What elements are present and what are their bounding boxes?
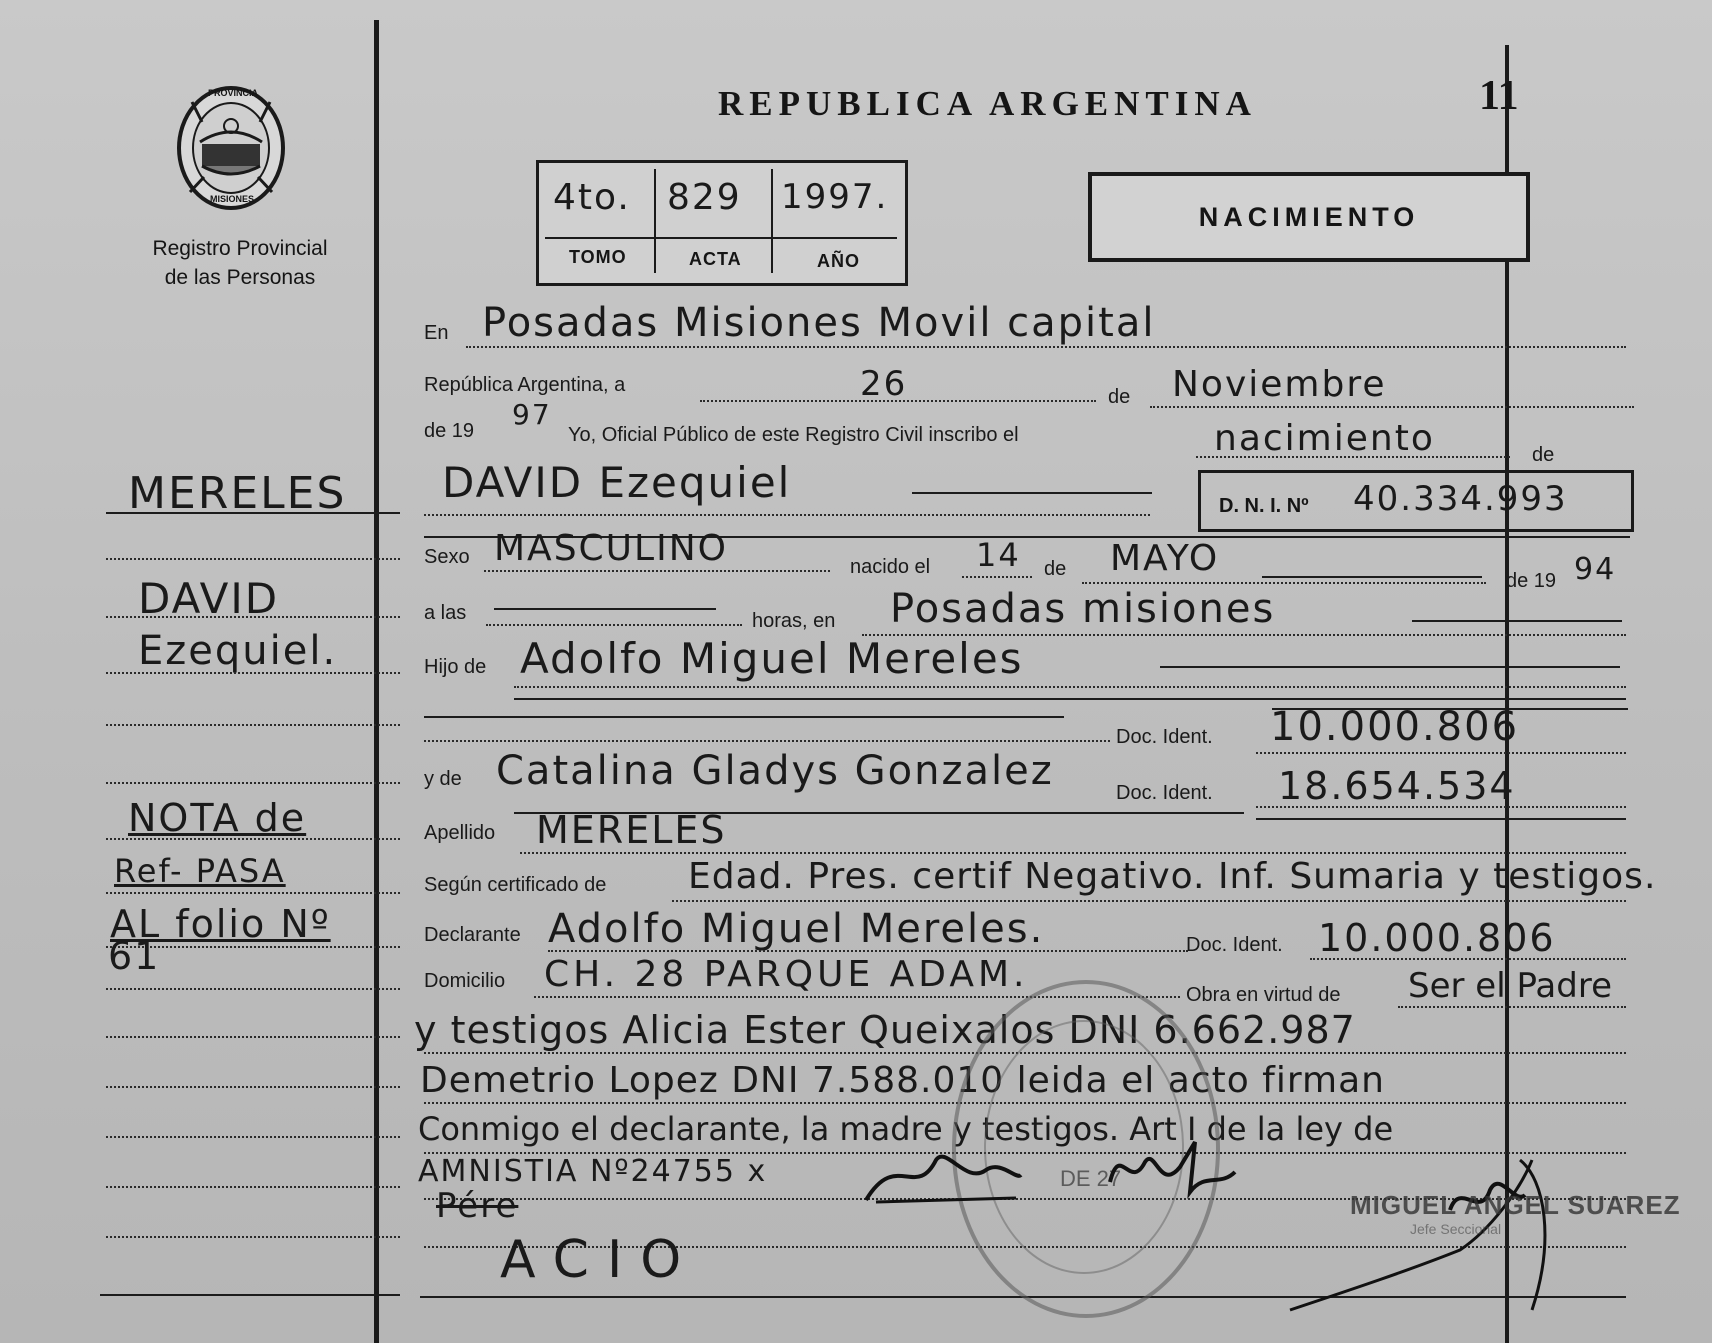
father-doc: 10.000.806 <box>1270 704 1520 750</box>
margin-bottom-rule <box>100 1294 400 1296</box>
margin-given-2: Ezequiel. <box>138 628 338 674</box>
registry-line-1: Registro Provincial <box>152 237 328 260</box>
father-doc-rule <box>1272 708 1628 710</box>
birth-de-label: de <box>1044 558 1067 580</box>
mother-name: Catalina Gladys Gonzalez <box>496 748 1054 794</box>
declarante-doc: 10.000.806 <box>1318 916 1556 960</box>
row8-dots <box>424 740 1110 742</box>
birth-year: 94 <box>1574 552 1617 587</box>
record-type-label: NACIMIENTO <box>1198 201 1420 232</box>
segun-dots <box>672 900 1626 902</box>
en-value: Posadas Misiones Movil capital <box>482 300 1156 346</box>
acta-label: ACTA <box>689 249 742 269</box>
birth-month-rule <box>1262 576 1482 578</box>
margin-dots-2 <box>106 616 400 618</box>
margin-dots-6 <box>106 838 400 840</box>
rep-de-label: de <box>1108 386 1131 408</box>
margin-dots-1 <box>106 558 400 560</box>
mother-doc-rule <box>1256 818 1626 820</box>
margin-dots-12 <box>106 1136 400 1138</box>
apellido-value: MERELES <box>536 808 727 852</box>
free-line-1: y testigos Alicia Ester Queixalos DNI 6.662.987 <box>414 1008 1356 1052</box>
hijo-label: Hijo de <box>424 656 487 678</box>
margin-dots-14 <box>106 1236 400 1238</box>
row8-rule <box>424 716 1064 718</box>
margin-dots-9 <box>106 988 400 990</box>
alas-label: a las <box>424 602 467 624</box>
rep-day: 26 <box>860 364 908 404</box>
tomo-label: TOMO <box>569 247 627 267</box>
box-divider-1 <box>654 169 656 273</box>
round-stamp-text: DE 27 <box>1060 1166 1122 1191</box>
horas-label: horas, en <box>752 610 836 632</box>
seal-text-bottom: MISIONES <box>210 194 255 204</box>
dni-label: D. N. I. Nº <box>1219 495 1309 517</box>
segun-value: Edad. Pres. certif Negativo. Inf. Sumaria y testigos. <box>688 856 1657 897</box>
birth-month: MAYO <box>1110 538 1220 579</box>
apellido-dots <box>520 852 1626 854</box>
de19-label: de 19 <box>424 420 475 442</box>
declarante-doc-dots <box>1310 958 1626 960</box>
margin-dots-11 <box>106 1086 400 1088</box>
apellido-label: Apellido <box>424 822 496 844</box>
birth-day: 14 <box>976 536 1021 574</box>
father-doc-label: Doc. Ident. <box>1116 726 1213 748</box>
box-divider-2 <box>771 169 773 273</box>
en-dots <box>466 346 1626 348</box>
signature-declarante <box>856 1140 1026 1210</box>
country-title: REPUBLICA ARGENTINA <box>718 84 1257 123</box>
declarante-label: Declarante <box>424 924 521 946</box>
domicilio-label: Domicilio <box>424 970 506 992</box>
rep-label: República Argentina, a <box>424 374 626 396</box>
yde-label: y de <box>424 768 462 790</box>
domicilio-value: CH. 28 PARQUE ADAM. <box>544 954 1029 995</box>
margin-note-4: 61 <box>108 934 161 978</box>
dni-value: 40.334.993 <box>1353 479 1568 519</box>
nacido-label: nacido el <box>850 556 931 578</box>
free-line-4: AMNISTIA Nº24755 x <box>418 1154 768 1189</box>
sexo-value: MASCULINO <box>494 528 728 569</box>
birth-place: Posadas misiones <box>890 586 1276 632</box>
free-line-5: Pére <box>436 1186 519 1226</box>
free-line-2: Demetrio Lopez DNI 7.588.010 leida el acto firman <box>420 1060 1385 1101</box>
segun-label: Según certificado de <box>424 874 607 896</box>
margin-note-1: NOTA de <box>128 796 307 840</box>
free-line-6: ACIO <box>500 1230 700 1290</box>
registry-line-2: de las Personas <box>164 266 316 289</box>
de-end-label: de <box>1532 444 1555 466</box>
declarante-dots <box>548 950 1188 952</box>
box-rule <box>545 237 897 239</box>
margin-dots-3 <box>106 672 400 674</box>
yo-text: Yo, Oficial Público de este Registro Civil inscribo el <box>568 424 1019 446</box>
signature-witness <box>1100 1132 1240 1212</box>
mother-doc-label: Doc. Ident. <box>1116 782 1213 804</box>
name-rule <box>912 492 1152 494</box>
province-seal <box>172 82 290 214</box>
officer-stamp <box>1350 1190 1681 1250</box>
acta-value: 829 <box>667 177 742 218</box>
father-rule-2 <box>514 698 1626 700</box>
father-rule <box>1160 666 1620 668</box>
declarante-value: Adolfo Miguel Mereles. <box>548 906 1045 952</box>
margin-note-2: Ref- PASA <box>114 852 286 890</box>
seal-text-top: PROVINCIA <box>208 88 259 98</box>
mother-doc-dots <box>1256 806 1626 808</box>
margin-dots-7 <box>106 892 400 894</box>
inscribo-value: nacimiento <box>1214 418 1435 459</box>
record-type-box <box>1088 172 1530 262</box>
father-name: Adolfo Miguel Mereles <box>520 634 1024 683</box>
name-dots <box>424 514 1150 516</box>
birth-de19-label: de 19 <box>1506 570 1557 592</box>
inscribo-dots <box>1196 456 1510 458</box>
declarante-doc-label: Doc. Ident. <box>1186 934 1283 956</box>
year-suffix: 97 <box>512 398 552 431</box>
officer-stamp-name: MIGUEL ANGEL SUAREZ <box>1350 1190 1681 1220</box>
tomo-value: 4to. <box>553 177 631 218</box>
record-box <box>536 160 908 286</box>
sexo-dots <box>484 570 830 572</box>
officer-stamp-sub: Jefe Seccional <box>1410 1221 1502 1237</box>
margin-dots-10 <box>106 1036 400 1038</box>
alas-rule <box>494 608 716 610</box>
free-line-3: Conmigo el declarante, la madre y testigos. Art I de la ley de <box>418 1110 1394 1148</box>
birth-month-dots <box>1082 582 1486 584</box>
margin-dots-4 <box>106 724 400 726</box>
margin-rule-1 <box>106 512 400 514</box>
margin-dots-13 <box>106 1186 400 1188</box>
obra-label: Obra en virtud de <box>1186 984 1341 1006</box>
left-border-line <box>374 20 379 1343</box>
birth-day-dots <box>962 576 1032 578</box>
registry-name <box>120 234 360 292</box>
margin-given-1: DAVID <box>138 574 280 623</box>
anio-value: 1997. <box>781 177 889 217</box>
mother-doc: 18.654.534 <box>1278 764 1516 808</box>
father-doc-dots <box>1256 752 1626 754</box>
rep-month-dots <box>1150 406 1634 408</box>
page-number: 11 <box>1479 73 1519 119</box>
rep-month: Noviembre <box>1172 364 1387 405</box>
rep-day-dots <box>700 400 1096 402</box>
margin-surname: MERELES <box>128 468 347 519</box>
father-dots <box>514 686 1626 688</box>
margin-dots-5 <box>106 782 400 784</box>
en-label: En <box>424 322 449 344</box>
margin-note-3: AL folio Nº <box>110 902 331 946</box>
sexo-label: Sexo <box>424 546 470 568</box>
alas-dots <box>486 624 742 626</box>
anio-label: AÑO <box>817 251 860 271</box>
child-name: DAVID Ezequiel <box>442 458 792 507</box>
place-rule <box>1412 620 1622 622</box>
obra-value: Ser el Padre <box>1408 966 1612 1006</box>
dni-box <box>1198 470 1634 532</box>
obra-dots <box>1398 1006 1626 1008</box>
